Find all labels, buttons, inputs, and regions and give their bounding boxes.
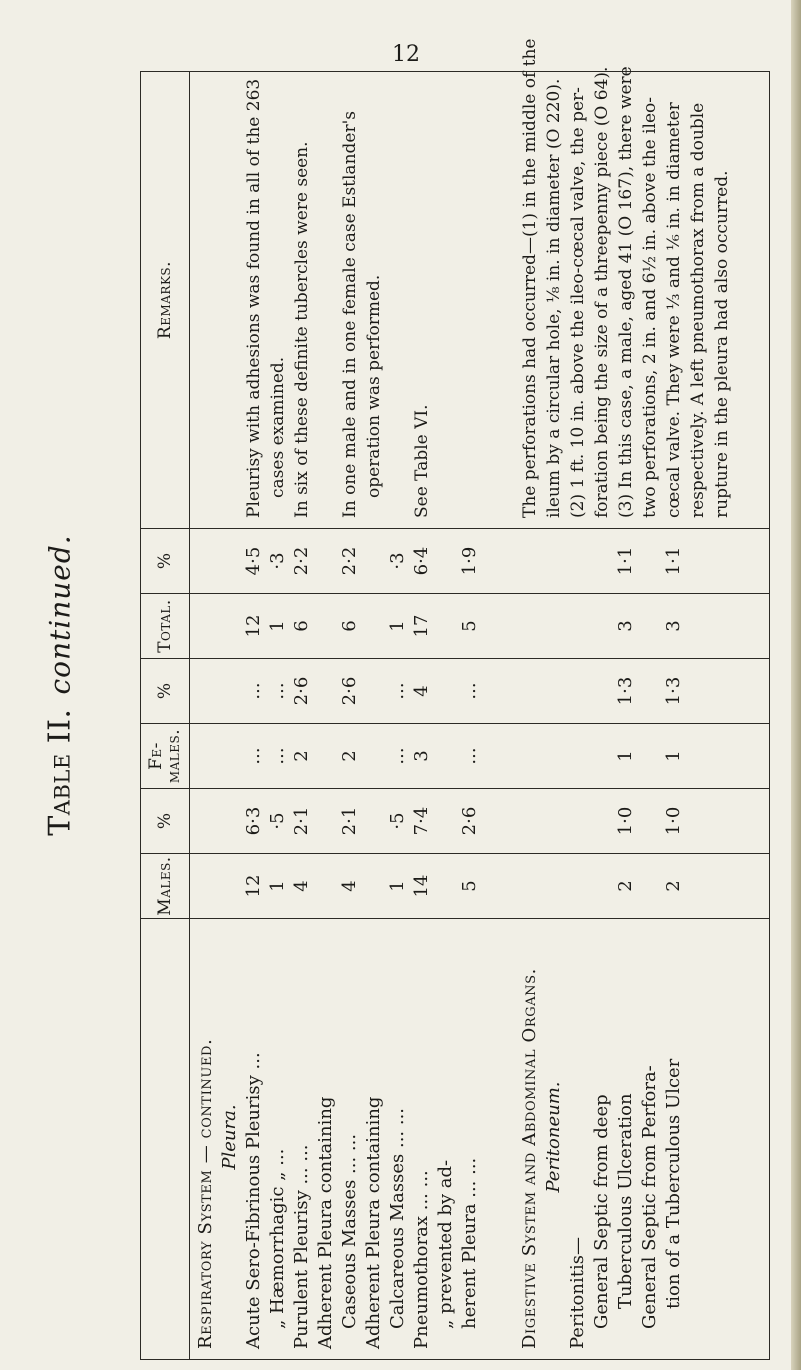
females-value: 2 [291, 750, 312, 762]
total-value: 6 [339, 620, 360, 632]
condition-adherent-calcareous-line1: Adherent Pleura containing [363, 1096, 384, 1349]
males-pct-value: 1·0 [663, 806, 684, 836]
males-column [190, 854, 770, 919]
males-pct-value: ·5 [387, 812, 408, 830]
section-subtitle-peritoneum: Peritoneum. [543, 1081, 564, 1193]
males-value: 5 [459, 880, 480, 892]
total-value: 3 [663, 620, 684, 632]
females-value: 1 [615, 750, 636, 762]
page-edge-shadow [791, 0, 801, 1370]
section-spacer [482, 925, 518, 1349]
males-pct-value: 1·0 [615, 806, 636, 836]
total-value: 12 [243, 614, 264, 638]
remark-pleurisy-line1: Pleurisy with adhesions was found in all of the 263 [244, 78, 264, 518]
males-pct-value: 2·1 [339, 806, 360, 836]
header-males: Males. [141, 854, 190, 919]
header-total-pct: % [141, 529, 190, 594]
section-title-respiratory: Respiratory System — continued. [195, 1038, 216, 1349]
total-value: 3 [615, 620, 636, 632]
condition-perforation-line1: General Septic from Perfora- [639, 1065, 660, 1329]
disease-table [140, 38, 770, 1360]
males-pct-value: 2·1 [291, 806, 312, 836]
total-value: 1 [267, 620, 288, 632]
females-value: 1 [663, 750, 684, 762]
total-column [190, 594, 770, 659]
total-pct-value: 1·9 [459, 546, 480, 576]
total-pct-value: 2·2 [339, 546, 360, 576]
header-remarks: Remarks. [141, 72, 190, 529]
remark-see-table: See Table VI. [412, 404, 432, 518]
section-title-digestive: Digestive System and Abdominal Organs. [519, 968, 540, 1349]
remark-perforations-line2: ileum by a circular hole, ⅛ in. in diameter (O 220). [544, 78, 564, 518]
total-pct-value: 1·1 [615, 546, 636, 576]
remark-estlander-line1: In one male and in one female case Estlander's [340, 111, 360, 518]
remark-perforations-line3: (2) 1 ft. 10 in. above the ileo-cœcal valve, the per- [568, 87, 588, 518]
condition-peritonitis-line2: General Septic from deep [591, 1094, 612, 1329]
header-males-pct: % [141, 789, 190, 854]
header-total: Total. [141, 594, 190, 659]
remark-perforations-line8: respectively. A left pneumothorax from a double [688, 102, 708, 518]
total-pct-value: 6·4 [411, 546, 432, 576]
remark-pleurisy-line2: cases examined. [268, 356, 288, 498]
table-caption-suffix: continued. [43, 534, 77, 695]
total-pct-column [190, 529, 770, 594]
total-value: 5 [459, 620, 480, 632]
condition-peritonitis-line1: Peritonitis— [567, 1237, 588, 1349]
total-value: 17 [411, 614, 432, 638]
females-pct-value: 4 [411, 685, 432, 697]
condition-purulent-pleurisy: Purulent Pleurisy ... ... [291, 1144, 312, 1349]
males-pct-value: 7·4 [411, 806, 432, 836]
remark-estlander-line2: operation was performed. [364, 274, 384, 498]
males-value: 4 [339, 880, 360, 892]
header-condition [141, 919, 190, 1360]
table-rotated [140, 38, 770, 1360]
condition-haemorrhagic: „ Hæmorrhagic „ ... [267, 1148, 288, 1329]
females-value: 2 [339, 750, 360, 762]
total-pct-value: 2·2 [291, 546, 312, 576]
males-value: 1 [387, 880, 408, 892]
header-females: Fe-males. [141, 724, 190, 789]
total-pct-value: ·3 [267, 552, 288, 570]
males-pct-value: 6·3 [243, 806, 264, 836]
males-value: 1 [267, 880, 288, 892]
condition-pneumothorax-prevented-line1: „ prevented by ad- [435, 1159, 456, 1329]
males-value: 4 [291, 880, 312, 892]
page-number: 12 [392, 42, 420, 67]
remark-perforations-line6: two perforations, 2 in. and 6½ in. above the ileo- [640, 96, 660, 518]
table-caption-label: Table II. [42, 708, 78, 836]
condition-perforation-line2: tion of a Tuberculous Ulcer [663, 1058, 684, 1309]
males-value: 14 [411, 874, 432, 898]
condition-acute-sero-fibrinous: Acute Sero-Fibrinous Pleurisy ... [243, 1052, 264, 1349]
condition-adherent-caseous-line2: Caseous Masses ... ... [339, 1133, 360, 1329]
total-value: 6 [291, 620, 312, 632]
females-pct-column: ... ... 2·6 2·6 ... 4 ... 1·3 1·3 [190, 659, 770, 724]
condition-adherent-caseous-line1: Adherent Pleura containing [315, 1096, 336, 1349]
females-column: ... ... 2 2 ... 3 ... 1 1 [190, 724, 770, 789]
females-pct-value: 2·6 [291, 676, 312, 706]
body-row [190, 72, 770, 1360]
males-pct-value: 2·6 [459, 806, 480, 836]
table-caption-strip [0, 0, 120, 1370]
males-pct-column [190, 789, 770, 854]
condition-pneumothorax-prevented-line2: herent Pleura ... ... [459, 1157, 480, 1329]
females-pct-value: 2·6 [339, 676, 360, 706]
remarks-column [190, 38, 770, 529]
conditions-column [190, 919, 770, 1360]
remark-perforations-line9: rupture in the pleura had also occurred. [712, 170, 732, 518]
header-row [141, 72, 190, 1360]
total-pct-value: ·3 [387, 552, 408, 570]
remark-perforations-line1: The perforations had occurred—(1) in the middle of the [520, 38, 540, 518]
condition-peritonitis-line3: Tuberculous Ulceration [615, 1093, 636, 1309]
remark-perforations-line7: cœcal valve. They were ⅓ and ⅙ in. in diameter [664, 102, 684, 518]
males-value: 12 [243, 874, 264, 898]
females-pct-value: 1·3 [615, 676, 636, 706]
table-caption [43, 534, 78, 835]
females-value: 3 [411, 750, 432, 762]
remark-perforations-line4: foration being the size of a threepenny piece (O 64). [592, 66, 612, 518]
remark-tubercles: In six of these definite tubercles were seen. [292, 141, 312, 518]
males-value: 2 [615, 880, 636, 892]
males-value: 2 [663, 880, 684, 892]
remark-perforations-line5: (3) In this case, a male, aged 41 (O 167), there were [616, 66, 636, 518]
females-pct-value: 1·3 [663, 676, 684, 706]
condition-pneumothorax: Pneumothorax ... ... [411, 1170, 432, 1349]
total-pct-value: 4·5 [243, 546, 264, 576]
total-pct-value: 1·1 [663, 546, 684, 576]
males-pct-value: ·5 [267, 812, 288, 830]
header-females-pct: % [141, 659, 190, 724]
total-value: 1 [387, 620, 408, 632]
table-container [140, 38, 770, 1360]
condition-adherent-calcareous-line2: Calcareous Masses ... ... [387, 1107, 408, 1329]
section-subtitle-pleura: Pleura. [219, 1104, 240, 1170]
